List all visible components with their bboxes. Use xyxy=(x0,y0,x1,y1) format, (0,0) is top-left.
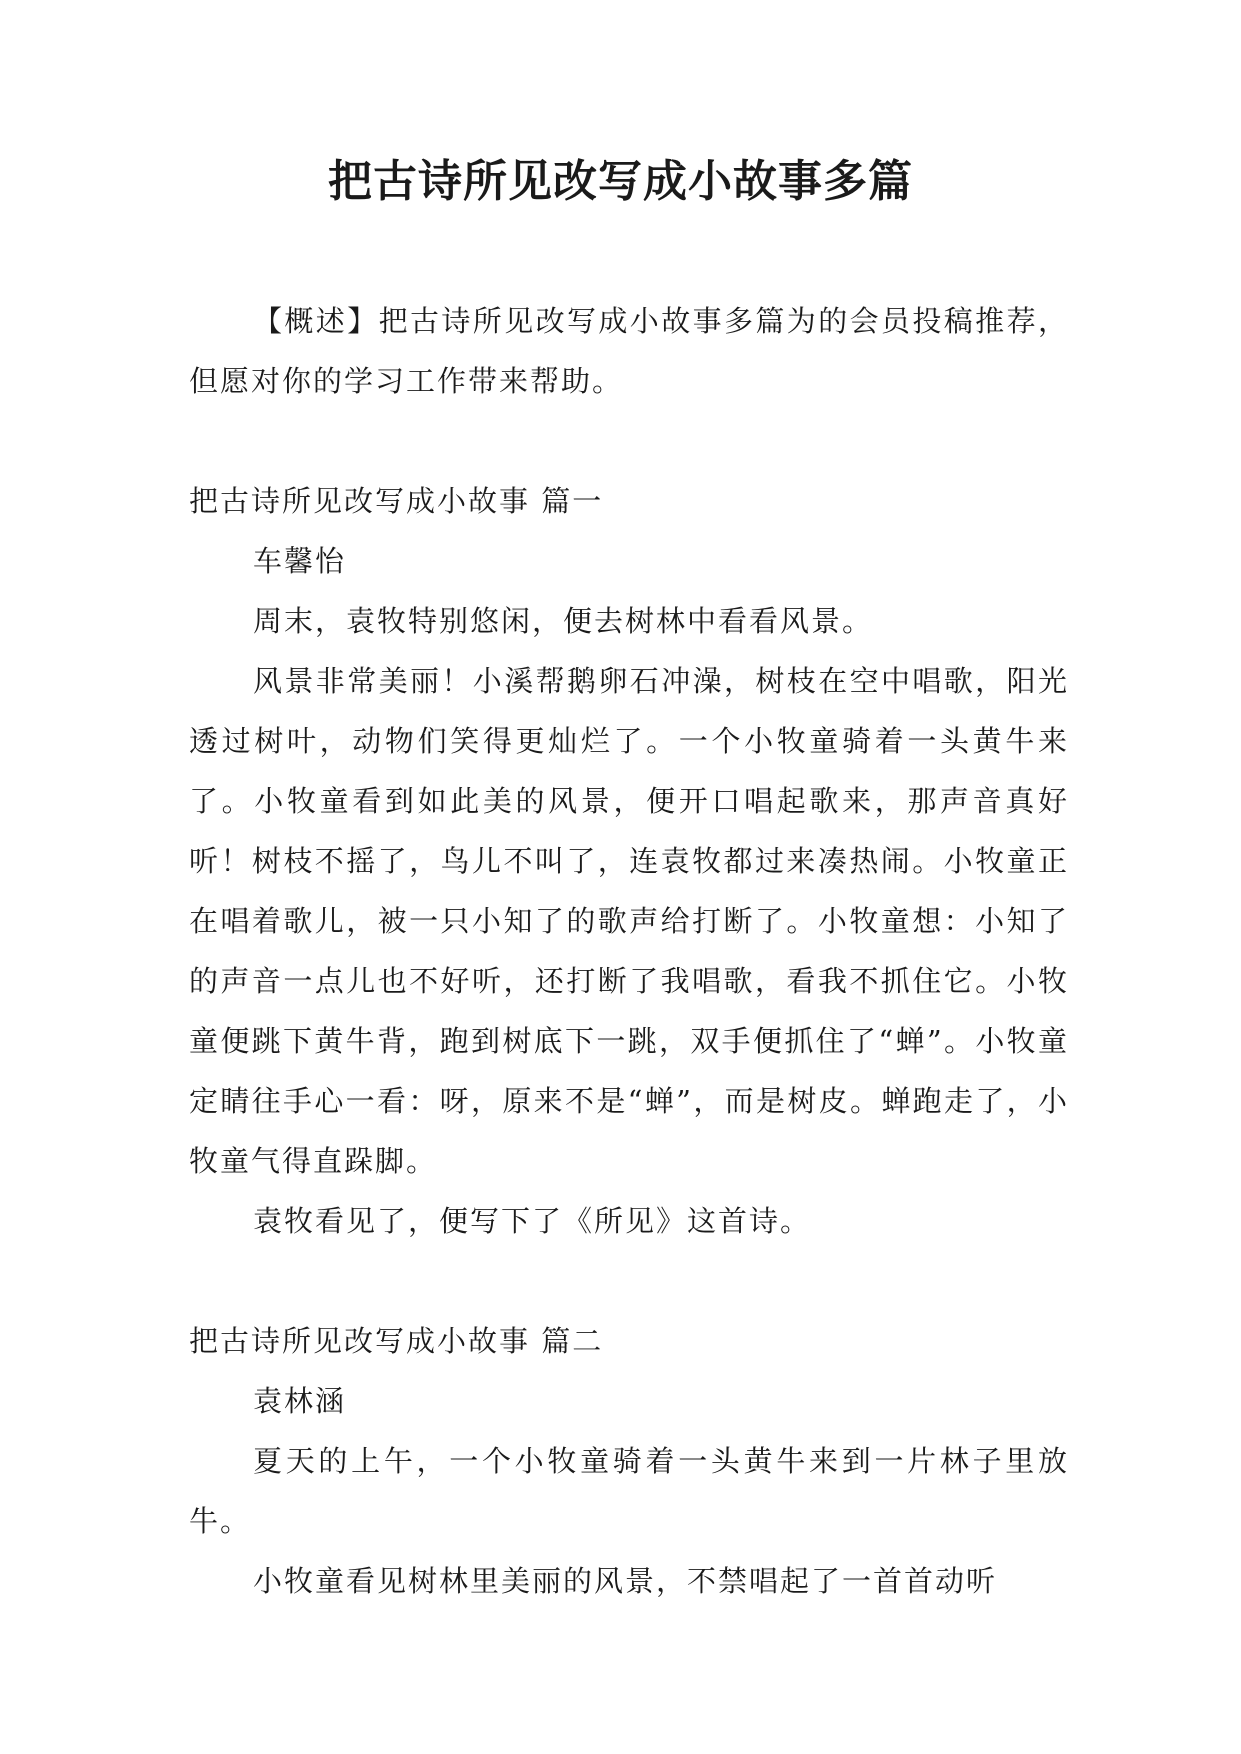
spacer xyxy=(189,411,1069,471)
summary-paragraph: 【概述】把古诗所见改写成小故事多篇为的会员投稿推荐，但愿对你的学习工作带来帮助。 xyxy=(189,304,1069,398)
section-1-paragraph: 周末，袁牧特别悠闲，便去树林中看看风景。 xyxy=(253,604,874,638)
section-1-paragraph: 风景非常美丽！小溪帮鹅卵石冲澡，树枝在空中唱歌，阳光透过树叶，动物们笑得更灿烂了。一个小牧童骑着一头黄牛来了。小牧童看到如此美的风景，便开口唱起歌来，那声音真好听！树枝不摇了，鸟儿不叫了，连袁牧都过来凑热闹。小牧童正在唱着歌儿，被一只小知了的歌声给打断了。小牧童想：小知了的声音一点儿也不好听，还打断了我唱歌，看我不抓住它。小牧童便跳下黄牛背，跑到树底下一跳，双手便抓住了“蝉”。小牧童定睛往手心一看：呀，原来不是“蝉”，而是树皮。蝉跑走了，小牧童气得直跺脚。 xyxy=(189,664,1069,1178)
section-2-heading: 把古诗所见改写成小故事 篇二 xyxy=(189,1324,604,1358)
section-2-paragraph: 小牧童看见树林里美丽的风景，不禁唱起了一首首动听 xyxy=(253,1564,998,1598)
section-1-author: 车馨怡 xyxy=(253,544,347,578)
section-2-paragraph: 夏天的上午，一个小牧童骑着一头黄牛来到一片林子里放牛。 xyxy=(189,1444,1069,1538)
document-title: 把古诗所见改写成小故事多篇 xyxy=(328,156,913,207)
section-1-heading: 把古诗所见改写成小故事 篇一 xyxy=(189,484,604,518)
document-body xyxy=(189,291,1069,1611)
section-1-paragraph: 袁牧看见了，便写下了《所见》这首诗。 xyxy=(253,1204,812,1238)
spacer xyxy=(189,1251,1069,1311)
section-2-author: 袁林涵 xyxy=(253,1384,347,1418)
